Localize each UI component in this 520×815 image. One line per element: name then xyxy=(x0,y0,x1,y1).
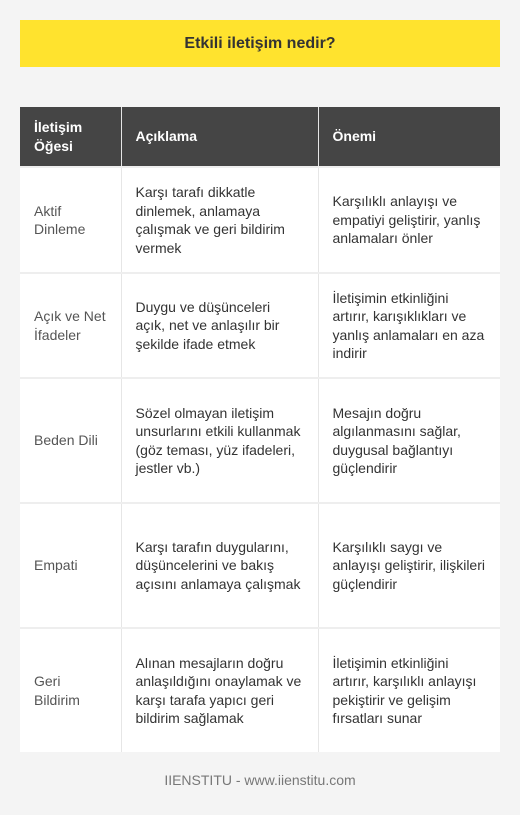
table-row xyxy=(20,503,500,628)
row-description: Alınan mesajların doğru anlaşıldığını onaylamak ve karşı tarafa yapıcı geri bildirim sağlamak xyxy=(121,628,318,752)
row-element: Açık ve Net İfadeler xyxy=(20,273,121,378)
table-header-row xyxy=(20,107,500,167)
row-description: Karşı tarafın duygularını, düşüncelerini ve bakış açısını anlamaya çalışmak xyxy=(121,503,318,628)
footer-credit: IIENSTITU - www.iienstitu.com xyxy=(164,772,356,788)
row-importance: İletişimin etkinliğini artırır, karşılıklı anlayışı pekiştirir ve gelişim fırsatları sunar xyxy=(318,628,500,752)
header-description: Açıklama xyxy=(121,107,318,167)
communication-table xyxy=(20,107,500,752)
table-row xyxy=(20,273,500,378)
row-description: Sözel olmayan iletişim unsurlarını etkili kullanmak (göz teması, yüz ifadeleri, jestler vb.) xyxy=(121,378,318,503)
table-row xyxy=(20,378,500,503)
row-importance: Karşılıklı anlayışı ve empatiyi geliştirir, yanlış anlamaları önler xyxy=(318,167,500,273)
header-element: İletişim Öğesi xyxy=(20,107,121,167)
row-element: Geri Bildirim xyxy=(20,628,121,752)
page-title: Etkili iletişim nedir? xyxy=(184,34,336,52)
table-row xyxy=(20,628,500,752)
header-importance: Önemi xyxy=(318,107,500,167)
page-title-banner xyxy=(20,20,500,67)
table-row xyxy=(20,167,500,273)
row-importance: İletişimin etkinliğini artırır, karışıklıkları ve yanlış anlamaları en aza indirir xyxy=(318,273,500,378)
row-element: Beden Dili xyxy=(20,378,121,503)
row-description: Duygu ve düşünceleri açık, net ve anlaşılır bir şekilde ifade etmek xyxy=(121,273,318,378)
row-importance: Karşılıklı saygı ve anlayışı geliştirir, ilişkileri güçlendirir xyxy=(318,503,500,628)
row-description: Karşı tarafı dikkatle dinlemek, anlamaya çalışmak ve geri bildirim vermek xyxy=(121,167,318,273)
row-importance: Mesajın doğru algılanmasını sağlar, duygusal bağlantıyı güçlendirir xyxy=(318,378,500,503)
row-element: Empati xyxy=(20,503,121,628)
row-element: Aktif Dinleme xyxy=(20,167,121,273)
